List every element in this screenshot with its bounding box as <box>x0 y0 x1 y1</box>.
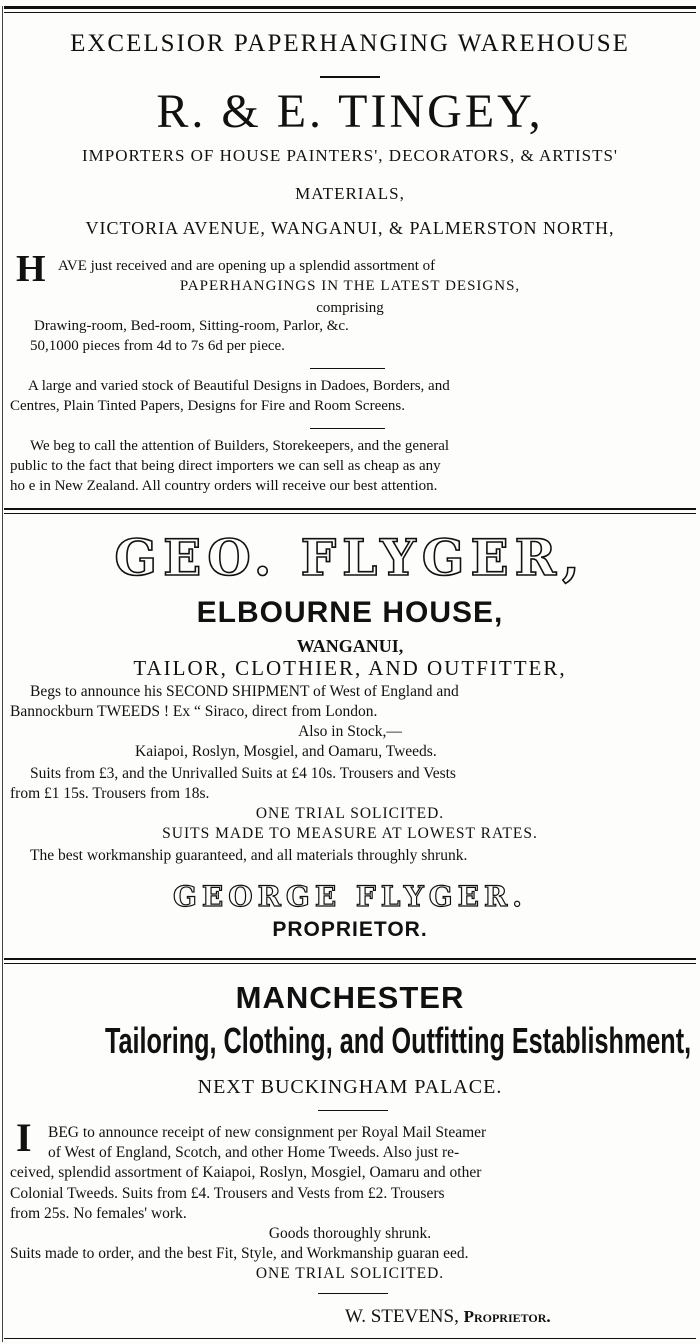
ad2-signature: GEORGE FLYGER. <box>173 880 527 913</box>
ad3-signature <box>345 1306 551 1328</box>
ad3-line2: of West of England, Scotch, and other Home Tweeds. Also just re- <box>48 1144 460 1161</box>
ad3-location: NEXT BUCKINGHAM PALACE. <box>197 1076 503 1098</box>
ad1-p1-line4: Drawing-room, Bed-room, Sitting-room, Parlor, &c. <box>34 318 349 334</box>
ad2-line5: Suits from £3, and the Unrivalled Suits at £4 10s. Trousers and Vests <box>30 765 456 782</box>
ad3-signature-role: Proprietor. <box>463 1307 551 1326</box>
ad-separator-1 <box>4 508 696 510</box>
ad-separator-2 <box>4 958 696 960</box>
ad2-town: WANGANUI, <box>296 636 404 656</box>
ad1-dropcap: H <box>16 248 46 290</box>
ad1-p3-line1: We beg to call the attention of Builders, Storekeepers, and the general <box>30 438 450 454</box>
ad1-p1-line3: comprising <box>316 300 384 316</box>
ad2-name: GEO. FLYGER, <box>114 528 586 587</box>
ad-separator-1-thin <box>4 513 696 514</box>
ad3-line6: Goods thoroughly shrunk. <box>268 1225 432 1242</box>
ad2-line2: Bannockburn TWEEDS ! Ex “ Siraco, direct from London. <box>10 703 378 720</box>
ad2-house: ELBOURNE HOUSE, <box>196 596 504 629</box>
ad3-line4: Colonial Tweeds. Suits from £4. Trousers and Vests from £2. Trousers <box>10 1185 445 1202</box>
ad2-trade: TAILOR, CLOTHIER, AND OUTFITTER, <box>133 656 567 680</box>
ad-separator-2-thin <box>4 963 696 964</box>
ad1-p1-line5: 50,1000 pieces from 4d to 7s 6d per piece. <box>30 338 285 354</box>
ad2-role: PROPRIETOR. <box>272 918 428 941</box>
ad1-divider-2 <box>310 368 385 369</box>
ad3-signature-name: W. STEVENS, <box>345 1306 459 1327</box>
ad3-subtitle: Tailoring, Clothing, and Outfitting Establishment, <box>105 1020 692 1061</box>
ad1-p2-line2: Centres, Plain Tinted Papers, Designs for Fire and Room Screens. <box>10 398 405 414</box>
ad1-address: VICTORIA AVENUE, WANGANUI, & PALMERSTON NORTH, <box>85 218 615 238</box>
ad3-divider <box>318 1110 388 1111</box>
ad1-importers-line: IMPORTERS OF HOUSE PAINTERS', DECORATORS, & ARTISTS' <box>82 146 618 165</box>
ad3-title: MANCHESTER <box>235 980 465 1015</box>
ad2-line6: from £1 15s. Trousers from 18s. <box>10 785 210 802</box>
ad1-firm-name: R. & E. TINGEY, <box>156 85 544 138</box>
bottom-rule <box>4 1338 696 1339</box>
ad2-line1: Begs to announce his SECOND SHIPMENT of West of England and <box>30 683 459 700</box>
ad1-p1-line1: AVE just received and are opening up a splendid assortment of <box>58 258 436 274</box>
ad3-line1: BEG to announce receipt of new consignment per Royal Mail Steamer <box>48 1124 487 1141</box>
ad3-line8: ONE TRIAL SOLICITED. <box>255 1265 445 1282</box>
ad1-header: EXCELSIOR PAPERHANGING WAREHOUSE <box>70 30 630 57</box>
ad2-line4: Kaiapoi, Roslyn, Mosgiel, and Oamaru, Tweeds. <box>135 743 437 760</box>
ad3-line5: from 25s. No females' work. <box>10 1205 187 1222</box>
ad1-materials-line: MATERIALS, <box>295 184 405 203</box>
ad2-line8: SUITS MADE TO MEASURE AT LOWEST RATES. <box>162 825 538 842</box>
ad2-line9: The best workmanship guaranteed, and all materials throughly shrunk. <box>30 847 468 864</box>
ad1-p2-line1: A large and varied stock of Beautiful Designs in Dadoes, Borders, and <box>28 378 450 394</box>
ad3-line3: ceived, splendid assortment of Kaiapoi, Roslyn, Mosgiel, Oamaru and other <box>10 1164 482 1181</box>
ad2-line3: Also in Stock,— <box>298 723 402 740</box>
ad3-divider-2 <box>318 1293 388 1294</box>
ad3-line7: Suits made to order, and the best Fit, Style, and Workmanship guaran eed. <box>10 1245 469 1262</box>
ad1-p3-line3: ho e in New Zealand. All country orders will receive our best attention. <box>10 478 438 494</box>
ad3-dropcap: I <box>16 1115 32 1160</box>
ad1-p1-line2: PAPERHANGINGS IN THE LATEST DESIGNS, <box>179 278 521 294</box>
ad1-p3-line2: public to the fact that being direct importers we can sell as cheap as any <box>10 458 441 474</box>
top-rule-thin <box>4 12 696 13</box>
ad1-divider <box>320 76 380 78</box>
top-rule <box>4 6 696 9</box>
ad2-line7: ONE TRIAL SOLICITED. <box>255 805 445 822</box>
ad1-divider-3 <box>310 428 385 429</box>
